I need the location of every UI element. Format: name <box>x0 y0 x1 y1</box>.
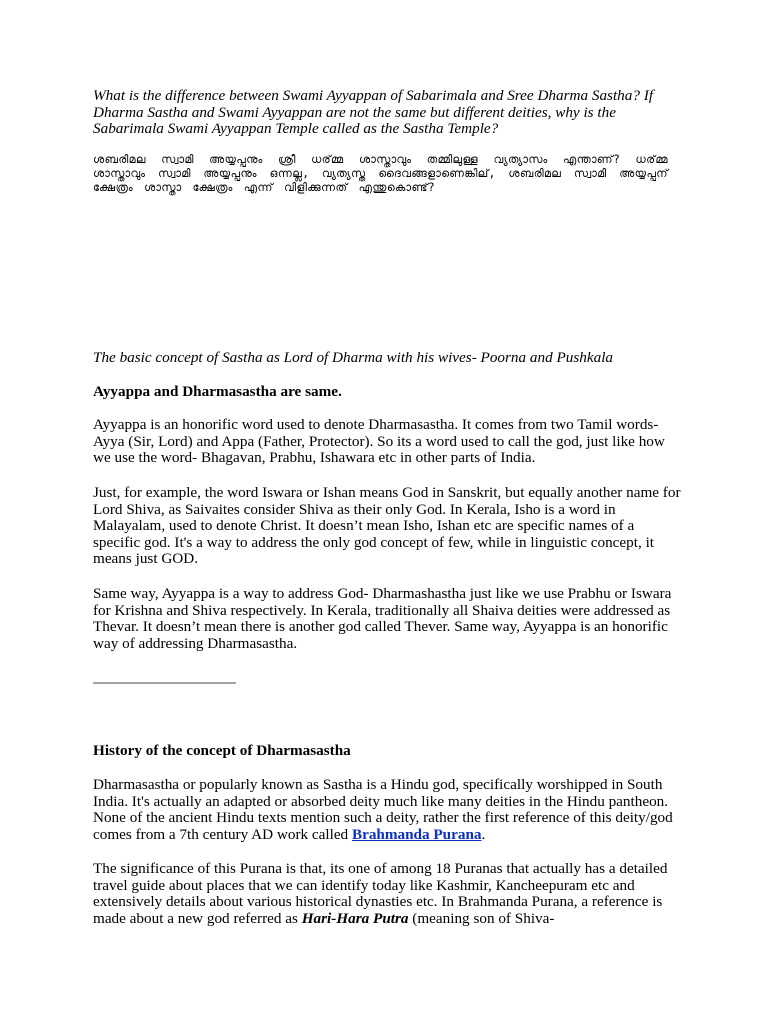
malayalam-question: ശബരിമല സ്വാമി അയ്യപ്പനും ശ്രീ ധര്മ്മ ശാസ്താവും തമ്മിലുള്ള വ്യത്യാസം എന്താണ്? ധര്മ്മ ശാസ്താവും സ്വാമി അയ്യപ്പനും ഒന്നല്ല, വ്യത്യസ്ത ദൈവങ്ങളാണെങ്കില്, ശബരിമല സ്വാമി അയ്യപ്പന് ക്ഷേത്രം ശാസ്താ ക്ഷേത്രം എന്ന് വിളിക്കുന്നത് എന്തുകൊണ്ട്? <box>93 153 668 194</box>
paragraph-purana-text: The significance of this Purana is that, its one of among 18 Puranas that actually has a detailed travel guide about places that we can identify today like Kashmir, Kancheepuram etc and extensively details about various historical dynasties etc. In Brahmanda Purana, a reference is made about a new god referred as <box>93 860 668 927</box>
paragraph-history <box>93 777 683 843</box>
brahmanda-purana-link[interactable]: Brahmanda Purana <box>351 825 482 843</box>
paragraph-honorific: Ayyappa is an honorific word used to denote Dharmasastha. It comes from two Tamil words- Ayya (Sir, Lord) and Appa (Father, Protector). So its a word used to call the god, just like how we use the word- Bhagavan, Prabhu, Ishawara etc in other parts of India. <box>93 416 665 467</box>
paragraph-purana-end: (meaning son of Shiva- <box>408 909 555 927</box>
paragraph-thevar: Same way, Ayyappa is a way to address God- Dharmashastha just like we use Prabhu or Iswara for Krishna and Shiva respectively. In Kerala, traditionally all Shaiva deities were addressed as Thevar. It doesn’t mean there is another god called Thever. Same way, Ayyappa is an honorific way of addressing Dharmasastha. <box>93 585 672 652</box>
heading-history: History of the concept of Dharmasastha <box>93 742 351 759</box>
horizontal-divider <box>93 682 236 684</box>
paragraph-purana-significance <box>93 861 683 927</box>
heading-ayyappa-same: Ayyappa and Dharmasastha are same. <box>93 383 342 400</box>
paragraph-iswara-example: Just, for example, the word Iswara or Ishan means God in Sanskrit, but equally another name for Lord Shiva, as Saivaites consider Shiva as their only God. In Kerala, Isho is a word in Malayalam, used to denote Christ. It doesn’t mean Isho, Ishan etc are specific names of a specific god. It's a way to address the only god concept of few, while in linguistic concept, it means just GOD. <box>93 484 681 568</box>
intro-question: What is the difference between Swami Ayyappan of Sabarimala and Sree Dharma Sastha? If Dharma Sastha and Swami Ayyappan are not the same but different deities, why is the Sabarimala Swami Ayyappan Temple called as the Sastha Temple? <box>93 87 654 138</box>
hari-hara-putra-emphasis: Hari-Hara Putra <box>301 909 409 927</box>
image-caption: The basic concept of Sastha as Lord of Dharma with his wives- Poorna and Pushkala <box>93 349 614 366</box>
paragraph-history-text: Dharmasastha or popularly known as Sastha is a Hindu god, specifically worshipped in South India. It's actually an adapted or absorbed deity much like many deities in the Hindu pantheon. None of the ancient Hindu texts mention such a deity, rather the first reference of this deity/god comes from a 7th century AD work called <box>93 776 673 843</box>
paragraph-history-end: . <box>481 825 486 843</box>
